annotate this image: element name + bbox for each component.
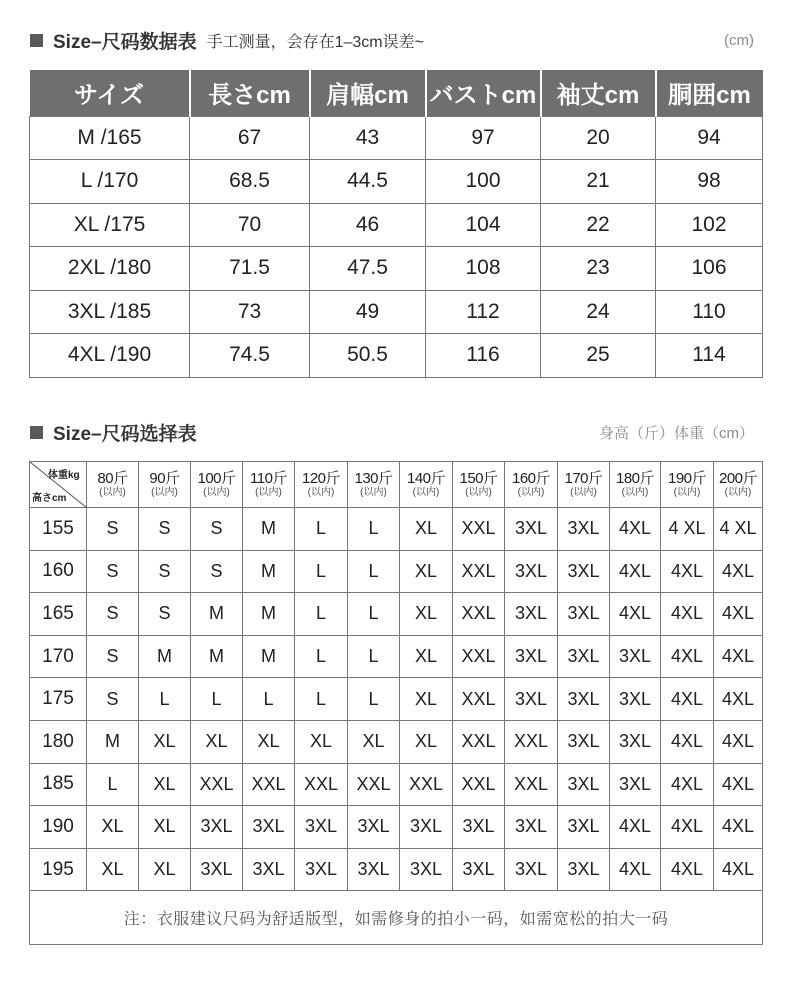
size-cell: 3XL <box>610 763 661 806</box>
size-cell: 4 XL <box>661 508 714 551</box>
weight-value: 150斤 <box>459 470 498 487</box>
size-cell: 4XL <box>661 678 714 721</box>
size-cell: M <box>243 508 295 551</box>
size-cell: XXL <box>348 763 400 806</box>
within-label: (以内) <box>360 487 387 498</box>
size-cell: S <box>191 508 243 551</box>
size-cell: XXL <box>243 763 295 806</box>
size-cell: XL <box>400 550 453 593</box>
size-cell: XL <box>87 848 139 891</box>
corner-header <box>30 462 87 508</box>
measurement-cell: 110 <box>656 290 763 334</box>
size-cell: 4XL <box>714 848 763 891</box>
size-cell: S <box>87 508 139 551</box>
size-cell: 4XL <box>661 550 714 593</box>
size-select-table <box>29 461 763 945</box>
size-cell: 2XL /180 <box>30 247 190 291</box>
height-cell: 155 <box>30 508 87 551</box>
measurement-cell: 21 <box>541 160 656 204</box>
table-row <box>30 678 763 721</box>
measurement-cell: 24 <box>541 290 656 334</box>
size-cell: XXL <box>191 763 243 806</box>
measurement-cell: 98 <box>656 160 763 204</box>
size-cell: 3XL <box>505 593 558 636</box>
column-header: 肩幅cm <box>310 70 426 116</box>
weight-header <box>714 462 763 508</box>
size-cell: 4XL <box>714 720 763 763</box>
size-cell: 3XL <box>191 806 243 849</box>
footnote-row <box>30 891 763 945</box>
column-header: 胴囲cm <box>656 70 763 116</box>
measurement-cell: 44.5 <box>310 160 426 204</box>
height-axis-label: 高さcm <box>32 493 67 504</box>
height-cell: 190 <box>30 806 87 849</box>
size-cell: L <box>87 763 139 806</box>
measurement-cell: 22 <box>541 203 656 247</box>
section-title: Size–尺码数据表 <box>53 31 197 53</box>
table-row <box>30 116 763 160</box>
measurement-cell: 102 <box>656 203 763 247</box>
measurement-cell: 104 <box>426 203 541 247</box>
size-cell: 3XL <box>505 678 558 721</box>
axis-label: 身高（斤）体重（cm） <box>599 424 754 442</box>
size-cell: 3XL <box>505 848 558 891</box>
column-header: サイズ <box>30 70 190 116</box>
within-label: (以内) <box>99 487 126 498</box>
table-row <box>30 635 763 678</box>
size-cell: 3XL <box>610 720 661 763</box>
size-cell: XXL <box>505 763 558 806</box>
size-cell: 3XL <box>610 635 661 678</box>
size-cell: 4XL <box>610 550 661 593</box>
size-cell: 4 XL <box>714 508 763 551</box>
weight-value: 90斤 <box>149 470 180 487</box>
weight-header <box>400 462 453 508</box>
size-cell: 3XL <box>453 848 505 891</box>
measurement-cell: 71.5 <box>190 247 310 291</box>
size-cell: L <box>348 550 400 593</box>
size-cell: XXL <box>453 508 505 551</box>
weight-value: 170斤 <box>564 470 603 487</box>
table-row <box>30 550 763 593</box>
size-cell: 3XL <box>558 550 610 593</box>
measurement-note: 手工测量，会存在1–3cm误差~ <box>206 33 424 51</box>
size-cell: M <box>139 635 191 678</box>
within-label: (以内) <box>307 487 335 498</box>
section-marker <box>30 34 43 47</box>
size-cell: 4XL <box>714 806 763 849</box>
measurement-cell: 23 <box>541 247 656 291</box>
size-cell: XXL <box>453 593 505 636</box>
table-row <box>30 290 763 334</box>
size-cell: XL <box>139 848 191 891</box>
section-title: Size–尺码选择表 <box>53 423 197 445</box>
size-cell: 4XL <box>661 806 714 849</box>
measurement-cell: 25 <box>541 334 656 378</box>
weight-value: 120斤 <box>301 470 341 487</box>
size-cell: L <box>348 593 400 636</box>
size-cell: XL <box>243 720 295 763</box>
measurement-cell: 106 <box>656 247 763 291</box>
table-row <box>30 806 763 849</box>
footnote: 注：衣服建议尺码为舒适版型，如需修身的拍小一码，如需宽松的拍大一码 <box>30 891 763 945</box>
size-data-header-row <box>30 70 763 116</box>
size-cell: M <box>243 635 295 678</box>
size-data-header <box>30 28 754 52</box>
size-cell: XXL <box>453 550 505 593</box>
size-cell: 3XL <box>505 806 558 849</box>
height-cell: 165 <box>30 593 87 636</box>
within-label: (以内) <box>621 487 649 498</box>
size-cell: S <box>191 550 243 593</box>
weight-value: 110斤 <box>250 470 287 487</box>
size-cell: 4XL <box>661 593 714 636</box>
weight-value: 130斤 <box>354 470 393 487</box>
size-cell: XXL <box>453 763 505 806</box>
weight-value: 190斤 <box>667 470 707 487</box>
size-cell: M <box>243 593 295 636</box>
weight-header <box>243 462 295 508</box>
within-label: (以内) <box>151 487 178 498</box>
weight-header <box>610 462 661 508</box>
size-cell: XL <box>400 508 453 551</box>
size-cell: 4XL <box>661 848 714 891</box>
size-cell: 3XL <box>400 848 453 891</box>
size-cell: XXL <box>295 763 348 806</box>
weight-axis-label: 体重kg <box>48 470 80 481</box>
measurement-cell: 94 <box>656 116 763 160</box>
size-cell: XL <box>295 720 348 763</box>
size-data-table <box>29 70 763 378</box>
size-cell: L <box>295 635 348 678</box>
size-cell: L <box>348 508 400 551</box>
measurement-cell: 67 <box>190 116 310 160</box>
size-cell: 3XL <box>558 593 610 636</box>
measurement-cell: 46 <box>310 203 426 247</box>
table-row <box>30 508 763 551</box>
size-cell: 3XL <box>558 720 610 763</box>
size-cell: L <box>243 678 295 721</box>
size-cell: 4XL <box>661 720 714 763</box>
measurement-cell: 50.5 <box>310 334 426 378</box>
table-row <box>30 247 763 291</box>
within-label: (以内) <box>673 487 701 498</box>
size-cell: S <box>139 593 191 636</box>
size-cell: 3XL <box>610 678 661 721</box>
measurement-cell: 70 <box>190 203 310 247</box>
size-cell: 4XL <box>714 763 763 806</box>
measurement-cell: 49 <box>310 290 426 334</box>
size-cell: S <box>87 550 139 593</box>
weight-header <box>87 462 139 508</box>
size-cell: 3XL <box>400 806 453 849</box>
size-cell: S <box>87 678 139 721</box>
height-cell: 195 <box>30 848 87 891</box>
weight-value: 200斤 <box>718 470 758 487</box>
size-cell: XL <box>139 763 191 806</box>
column-header: 長さcm <box>190 70 310 116</box>
table-row <box>30 763 763 806</box>
weight-value: 160斤 <box>511 470 551 487</box>
size-cell: L <box>295 550 348 593</box>
measurement-cell: 112 <box>426 290 541 334</box>
size-cell: 4XL <box>714 678 763 721</box>
measurement-cell: 47.5 <box>310 247 426 291</box>
within-label: (以内) <box>517 487 545 498</box>
weight-header <box>139 462 191 508</box>
size-cell: XL <box>348 720 400 763</box>
size-cell: L <box>348 635 400 678</box>
size-cell: XL <box>139 806 191 849</box>
size-cell: 3XL <box>558 678 610 721</box>
size-cell: 3XL /185 <box>30 290 190 334</box>
size-cell: 3XL <box>453 806 505 849</box>
table-row <box>30 848 763 891</box>
size-cell: 4XL <box>610 593 661 636</box>
unit-label: (cm) <box>724 31 754 49</box>
size-cell: 3XL <box>505 635 558 678</box>
size-cell: M <box>243 550 295 593</box>
size-cell: 4XL /190 <box>30 334 190 378</box>
height-cell: 180 <box>30 720 87 763</box>
size-cell: S <box>87 635 139 678</box>
size-cell: XL <box>400 593 453 636</box>
weight-value: 80斤 <box>97 470 128 487</box>
height-cell: 170 <box>30 635 87 678</box>
height-cell: 185 <box>30 763 87 806</box>
size-cell: L <box>348 678 400 721</box>
size-cell: S <box>139 550 191 593</box>
size-cell: 4XL <box>714 550 763 593</box>
section-marker <box>30 426 43 439</box>
measurement-cell: 108 <box>426 247 541 291</box>
size-cell: M <box>191 635 243 678</box>
size-cell: 4XL <box>714 635 763 678</box>
size-cell: XL /175 <box>30 203 190 247</box>
table-row <box>30 160 763 204</box>
size-cell: 3XL <box>191 848 243 891</box>
measurement-cell: 74.5 <box>190 334 310 378</box>
within-label: (以内) <box>412 487 440 498</box>
size-cell: XL <box>139 720 191 763</box>
within-label: (以内) <box>203 487 230 498</box>
table-row <box>30 334 763 378</box>
size-cell: 4XL <box>714 593 763 636</box>
size-cell: 3XL <box>295 806 348 849</box>
size-cell: 4XL <box>610 848 661 891</box>
size-cell: 3XL <box>558 635 610 678</box>
size-cell: XXL <box>453 635 505 678</box>
measurement-cell: 73 <box>190 290 310 334</box>
weight-header <box>505 462 558 508</box>
size-cell: 4XL <box>610 508 661 551</box>
size-cell: XXL <box>453 678 505 721</box>
size-cell: 3XL <box>295 848 348 891</box>
measurement-cell: 43 <box>310 116 426 160</box>
size-cell: 3XL <box>558 848 610 891</box>
size-cell: 4XL <box>661 763 714 806</box>
measurement-cell: 68.5 <box>190 160 310 204</box>
table-row <box>30 593 763 636</box>
size-cell: 3XL <box>505 508 558 551</box>
measurement-cell: 116 <box>426 334 541 378</box>
size-cell: 4XL <box>661 635 714 678</box>
size-cell: 3XL <box>348 806 400 849</box>
measurement-cell: 97 <box>426 116 541 160</box>
weight-value: 180斤 <box>615 470 655 487</box>
table-row <box>30 203 763 247</box>
size-cell: L <box>295 508 348 551</box>
weight-header <box>453 462 505 508</box>
size-cell: XL <box>400 635 453 678</box>
size-cell: 3XL <box>558 508 610 551</box>
size-cell: L <box>295 678 348 721</box>
size-cell: XXL <box>505 720 558 763</box>
size-cell: XL <box>191 720 243 763</box>
size-cell: M <box>87 720 139 763</box>
measurement-cell: 114 <box>656 334 763 378</box>
column-header: バストcm <box>426 70 541 116</box>
height-cell: 175 <box>30 678 87 721</box>
within-label: (以内) <box>255 487 282 498</box>
size-select-header <box>30 420 754 444</box>
weight-header <box>348 462 400 508</box>
size-cell: 3XL <box>558 806 610 849</box>
within-label: (以内) <box>465 487 492 498</box>
weight-header <box>558 462 610 508</box>
weight-header <box>661 462 714 508</box>
size-cell: XL <box>400 678 453 721</box>
size-cell: XL <box>400 720 453 763</box>
measurement-cell: 20 <box>541 116 656 160</box>
size-cell: XXL <box>453 720 505 763</box>
within-label: (以内) <box>570 487 597 498</box>
size-cell: S <box>87 593 139 636</box>
size-cell: 3XL <box>558 763 610 806</box>
weight-header <box>191 462 243 508</box>
size-cell: S <box>139 508 191 551</box>
size-cell: XXL <box>400 763 453 806</box>
size-cell: XL <box>87 806 139 849</box>
weight-header <box>295 462 348 508</box>
size-cell: 4XL <box>610 806 661 849</box>
size-cell: 3XL <box>505 550 558 593</box>
weight-value: 140斤 <box>406 470 446 487</box>
size-cell: 3XL <box>243 848 295 891</box>
measurement-cell: 100 <box>426 160 541 204</box>
size-cell: L <box>295 593 348 636</box>
size-cell: L <box>139 678 191 721</box>
size-cell: M /165 <box>30 116 190 160</box>
size-cell: M <box>191 593 243 636</box>
weight-header-row <box>30 462 763 508</box>
size-cell: L <box>191 678 243 721</box>
column-header: 袖丈cm <box>541 70 656 116</box>
weight-value: 100斤 <box>197 470 236 487</box>
within-label: (以内) <box>724 487 752 498</box>
size-cell: 3XL <box>348 848 400 891</box>
table-row <box>30 720 763 763</box>
size-cell: L /170 <box>30 160 190 204</box>
height-cell: 160 <box>30 550 87 593</box>
size-cell: 3XL <box>243 806 295 849</box>
